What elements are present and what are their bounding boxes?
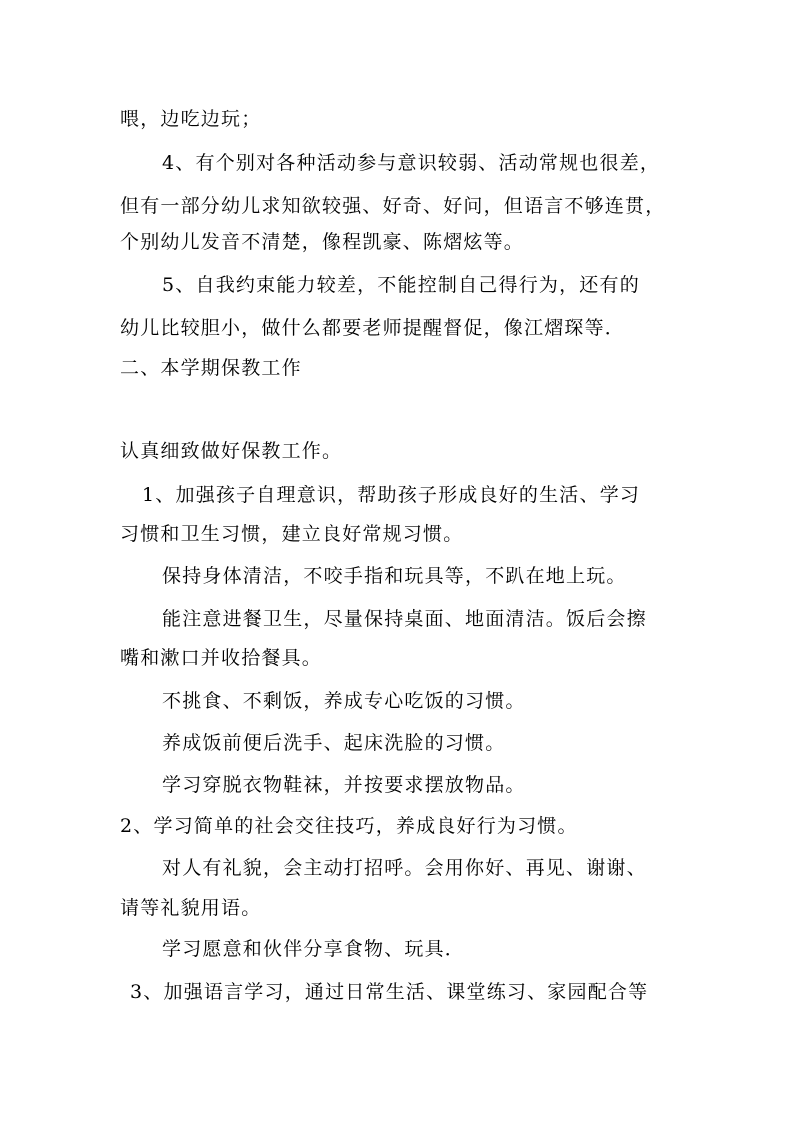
text-line: 能注意进餐卫生，尽量保持桌面、地面清洁。饭后会擦 bbox=[162, 608, 647, 630]
text-line: 3、加强语言学习，通过日常生活、课堂练习、家园配合等 bbox=[130, 981, 649, 1003]
text-line: 学习愿意和伙伴分享食物、玩具． bbox=[162, 938, 466, 960]
text-line: 学习穿脱衣物鞋袜，并按要求摆放物品。 bbox=[162, 774, 526, 796]
text-line: 不挑食、不剩饭，养成专心吃饭的习惯。 bbox=[162, 690, 526, 712]
text-line: 幼儿比较胆小，做什么都要老师提醒督促，像江熠琛等． bbox=[120, 317, 626, 339]
text-line: 1、加强孩子自理意识，帮助孩子形成良好的生活、学习 bbox=[142, 484, 641, 506]
text-line: 但有一部分幼儿求知欲较强、好奇、好问，但语言不够连贯， bbox=[120, 195, 666, 217]
text-line: 认真细致做好保教工作。 bbox=[120, 440, 343, 462]
text-line: 嘴和漱口并收拾餐具。 bbox=[120, 647, 323, 669]
section-heading: 二、本学期保教工作 bbox=[120, 357, 302, 379]
text-line: 5、自我约束能力较差，不能控制自己得行为，还有的 bbox=[162, 274, 640, 296]
text-line: 请等礼貌用语。 bbox=[120, 897, 262, 919]
text-line: 对人有礼貌，会主动打招呼。会用你好、再见、谢谢、 bbox=[162, 857, 647, 879]
text-line: 个别幼儿发音不清楚，像程凯豪、陈熠炫等。 bbox=[120, 231, 525, 253]
text-line: 习惯和卫生习惯，建立良好常规习惯。 bbox=[120, 523, 464, 545]
text-line: 2、学习简单的社会交往技巧，养成良好行为习惯。 bbox=[120, 815, 578, 837]
text-line: 4、有个别对各种活动参与意识较弱、活动常规也很差， bbox=[162, 152, 661, 174]
text-line: 保持身体清洁，不咬手指和玩具等，不趴在地上玩。 bbox=[162, 565, 627, 587]
text-line: 养成饭前便后洗手、起床洗脸的习惯。 bbox=[162, 732, 506, 754]
text-line: 喂，边吃边玩； bbox=[120, 108, 262, 130]
